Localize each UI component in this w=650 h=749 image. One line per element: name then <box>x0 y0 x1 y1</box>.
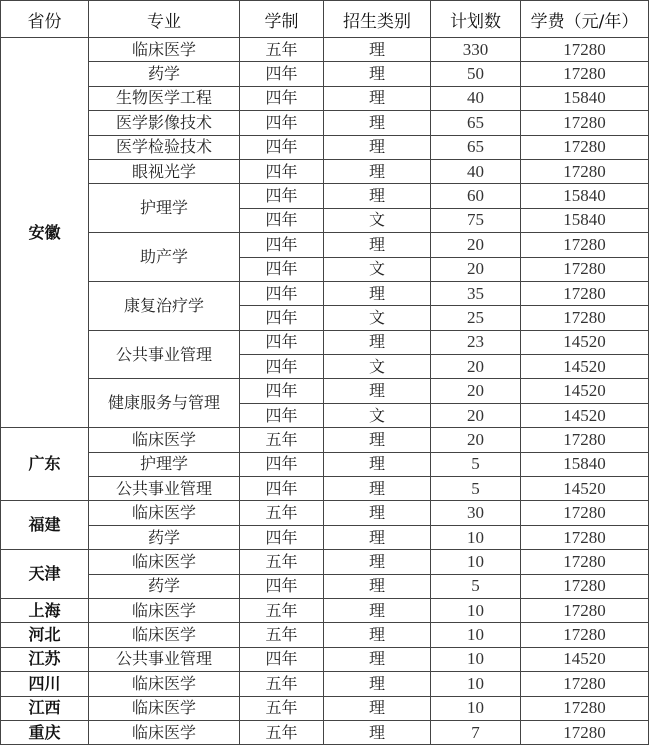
table-row <box>1 86 649 110</box>
duration-cell: 四年 <box>240 62 324 86</box>
duration-cell: 五年 <box>240 501 324 525</box>
province-cell: 江西 <box>1 696 89 720</box>
category-cell: 理 <box>324 598 431 622</box>
province-cell: 福建 <box>1 501 89 550</box>
table-row <box>1 111 649 135</box>
plan-count-cell: 75 <box>431 208 521 232</box>
category-cell: 理 <box>324 672 431 696</box>
header-province: 省份 <box>1 1 89 38</box>
duration-cell: 四年 <box>240 647 324 671</box>
province-cell: 江苏 <box>1 647 89 671</box>
table-row <box>1 647 649 671</box>
category-cell: 理 <box>324 38 431 62</box>
table-row <box>1 452 649 476</box>
duration-cell: 五年 <box>240 672 324 696</box>
duration-cell: 四年 <box>240 477 324 501</box>
table-row <box>1 281 649 305</box>
plan-count-cell: 330 <box>431 38 521 62</box>
major-cell: 健康服务与管理 <box>89 379 240 428</box>
category-cell: 文 <box>324 306 431 330</box>
category-cell: 理 <box>324 428 431 452</box>
major-cell: 公共事业管理 <box>89 647 240 671</box>
tuition-cell: 17280 <box>521 501 649 525</box>
table-row <box>1 550 649 574</box>
major-cell: 临床医学 <box>89 696 240 720</box>
duration-cell: 四年 <box>240 574 324 598</box>
province-cell: 四川 <box>1 672 89 696</box>
major-cell: 康复治疗学 <box>89 281 240 330</box>
table-row <box>1 720 649 744</box>
table-row <box>1 598 649 622</box>
header-major: 专业 <box>89 1 240 38</box>
category-cell: 理 <box>324 501 431 525</box>
tuition-cell: 17280 <box>521 62 649 86</box>
header-row <box>1 1 649 38</box>
duration-cell: 四年 <box>240 208 324 232</box>
tuition-cell: 17280 <box>521 720 649 744</box>
tuition-cell: 17280 <box>521 672 649 696</box>
duration-cell: 四年 <box>240 184 324 208</box>
duration-cell: 五年 <box>240 720 324 744</box>
category-cell: 理 <box>324 379 431 403</box>
plan-count-cell: 30 <box>431 501 521 525</box>
category-cell: 理 <box>324 86 431 110</box>
category-cell: 理 <box>324 111 431 135</box>
major-cell: 临床医学 <box>89 672 240 696</box>
table-row <box>1 477 649 501</box>
province-cell: 重庆 <box>1 720 89 744</box>
tuition-cell: 17280 <box>521 623 649 647</box>
major-cell: 公共事业管理 <box>89 330 240 379</box>
header-duration: 学制 <box>240 1 324 38</box>
duration-cell: 五年 <box>240 428 324 452</box>
table-row <box>1 159 649 183</box>
major-cell: 药学 <box>89 525 240 549</box>
province-cell: 上海 <box>1 598 89 622</box>
duration-cell: 四年 <box>240 159 324 183</box>
category-cell: 理 <box>324 159 431 183</box>
plan-count-cell: 5 <box>431 452 521 476</box>
duration-cell: 五年 <box>240 696 324 720</box>
major-cell: 眼视光学 <box>89 159 240 183</box>
major-cell: 医学影像技术 <box>89 111 240 135</box>
major-cell: 临床医学 <box>89 598 240 622</box>
plan-count-cell: 10 <box>431 672 521 696</box>
category-cell: 理 <box>324 477 431 501</box>
major-cell: 临床医学 <box>89 428 240 452</box>
plan-count-cell: 20 <box>431 233 521 257</box>
table-row <box>1 574 649 598</box>
tuition-cell: 17280 <box>521 257 649 281</box>
major-cell: 助产学 <box>89 233 240 282</box>
header-tuition: 学费（元/年） <box>521 1 649 38</box>
category-cell: 理 <box>324 184 431 208</box>
major-cell: 临床医学 <box>89 720 240 744</box>
category-cell: 理 <box>324 550 431 574</box>
tuition-cell: 15840 <box>521 208 649 232</box>
category-cell: 理 <box>324 525 431 549</box>
duration-cell: 四年 <box>240 306 324 330</box>
duration-cell: 四年 <box>240 111 324 135</box>
tuition-cell: 15840 <box>521 86 649 110</box>
duration-cell: 四年 <box>240 233 324 257</box>
major-cell: 药学 <box>89 62 240 86</box>
duration-cell: 五年 <box>240 38 324 62</box>
tuition-cell: 17280 <box>521 525 649 549</box>
major-cell: 药学 <box>89 574 240 598</box>
plan-count-cell: 10 <box>431 647 521 671</box>
duration-cell: 四年 <box>240 355 324 379</box>
plan-count-cell: 40 <box>431 86 521 110</box>
table-row <box>1 330 649 354</box>
category-cell: 理 <box>324 281 431 305</box>
major-cell: 生物医学工程 <box>89 86 240 110</box>
category-cell: 理 <box>324 720 431 744</box>
category-cell: 文 <box>324 257 431 281</box>
table-row <box>1 135 649 159</box>
plan-count-cell: 7 <box>431 720 521 744</box>
duration-cell: 四年 <box>240 403 324 427</box>
province-cell: 广东 <box>1 428 89 501</box>
plan-count-cell: 50 <box>431 62 521 86</box>
plan-count-cell: 10 <box>431 525 521 549</box>
tuition-cell: 14520 <box>521 477 649 501</box>
category-cell: 文 <box>324 403 431 427</box>
tuition-cell: 17280 <box>521 135 649 159</box>
category-cell: 文 <box>324 355 431 379</box>
category-cell: 理 <box>324 452 431 476</box>
province-cell: 天津 <box>1 550 89 599</box>
duration-cell: 四年 <box>240 452 324 476</box>
tuition-cell: 14520 <box>521 379 649 403</box>
duration-cell: 四年 <box>240 525 324 549</box>
duration-cell: 五年 <box>240 598 324 622</box>
table-row <box>1 62 649 86</box>
tuition-cell: 17280 <box>521 696 649 720</box>
table-row <box>1 696 649 720</box>
plan-count-cell: 65 <box>431 135 521 159</box>
category-cell: 文 <box>324 208 431 232</box>
plan-count-cell: 5 <box>431 574 521 598</box>
table-row <box>1 379 649 403</box>
plan-count-cell: 10 <box>431 550 521 574</box>
tuition-cell: 17280 <box>521 233 649 257</box>
tuition-cell: 17280 <box>521 159 649 183</box>
major-cell: 临床医学 <box>89 501 240 525</box>
table-row <box>1 525 649 549</box>
tuition-cell: 15840 <box>521 452 649 476</box>
plan-count-cell: 10 <box>431 623 521 647</box>
duration-cell: 四年 <box>240 330 324 354</box>
tuition-cell: 17280 <box>521 306 649 330</box>
table-row <box>1 428 649 452</box>
category-cell: 理 <box>324 647 431 671</box>
tuition-cell: 17280 <box>521 281 649 305</box>
header-category: 招生类别 <box>324 1 431 38</box>
major-cell: 护理学 <box>89 452 240 476</box>
tuition-cell: 14520 <box>521 330 649 354</box>
plan-count-cell: 20 <box>431 428 521 452</box>
plan-count-cell: 65 <box>431 111 521 135</box>
plan-count-cell: 20 <box>431 403 521 427</box>
tuition-cell: 14520 <box>521 647 649 671</box>
province-cell: 安徽 <box>1 38 89 428</box>
category-cell: 理 <box>324 574 431 598</box>
duration-cell: 四年 <box>240 257 324 281</box>
table-row <box>1 233 649 257</box>
tuition-cell: 17280 <box>521 111 649 135</box>
duration-cell: 五年 <box>240 623 324 647</box>
plan-count-cell: 60 <box>431 184 521 208</box>
tuition-cell: 17280 <box>521 574 649 598</box>
plan-count-cell: 5 <box>431 477 521 501</box>
table-row <box>1 501 649 525</box>
category-cell: 理 <box>324 623 431 647</box>
plan-count-cell: 10 <box>431 696 521 720</box>
plan-count-cell: 10 <box>431 598 521 622</box>
tuition-cell: 17280 <box>521 550 649 574</box>
tuition-cell: 15840 <box>521 184 649 208</box>
category-cell: 理 <box>324 330 431 354</box>
major-cell: 医学检验技术 <box>89 135 240 159</box>
tuition-cell: 17280 <box>521 428 649 452</box>
tuition-cell: 14520 <box>521 403 649 427</box>
tuition-cell: 14520 <box>521 355 649 379</box>
table-row <box>1 623 649 647</box>
major-cell: 护理学 <box>89 184 240 233</box>
plan-count-cell: 20 <box>431 257 521 281</box>
plan-count-cell: 35 <box>431 281 521 305</box>
category-cell: 理 <box>324 696 431 720</box>
category-cell: 理 <box>324 135 431 159</box>
header-plan-count: 计划数 <box>431 1 521 38</box>
province-cell: 河北 <box>1 623 89 647</box>
major-cell: 临床医学 <box>89 623 240 647</box>
duration-cell: 四年 <box>240 379 324 403</box>
tuition-cell: 17280 <box>521 38 649 62</box>
major-cell: 临床医学 <box>89 38 240 62</box>
category-cell: 理 <box>324 233 431 257</box>
plan-count-cell: 40 <box>431 159 521 183</box>
tuition-cell: 17280 <box>521 598 649 622</box>
duration-cell: 四年 <box>240 281 324 305</box>
duration-cell: 五年 <box>240 550 324 574</box>
plan-count-cell: 20 <box>431 355 521 379</box>
major-cell: 临床医学 <box>89 550 240 574</box>
plan-count-cell: 25 <box>431 306 521 330</box>
plan-count-cell: 23 <box>431 330 521 354</box>
table-row <box>1 38 649 62</box>
category-cell: 理 <box>324 62 431 86</box>
table-row <box>1 672 649 696</box>
table-row <box>1 184 649 208</box>
duration-cell: 四年 <box>240 135 324 159</box>
plan-count-cell: 20 <box>431 379 521 403</box>
duration-cell: 四年 <box>240 86 324 110</box>
table-body <box>1 38 649 745</box>
major-cell: 公共事业管理 <box>89 477 240 501</box>
